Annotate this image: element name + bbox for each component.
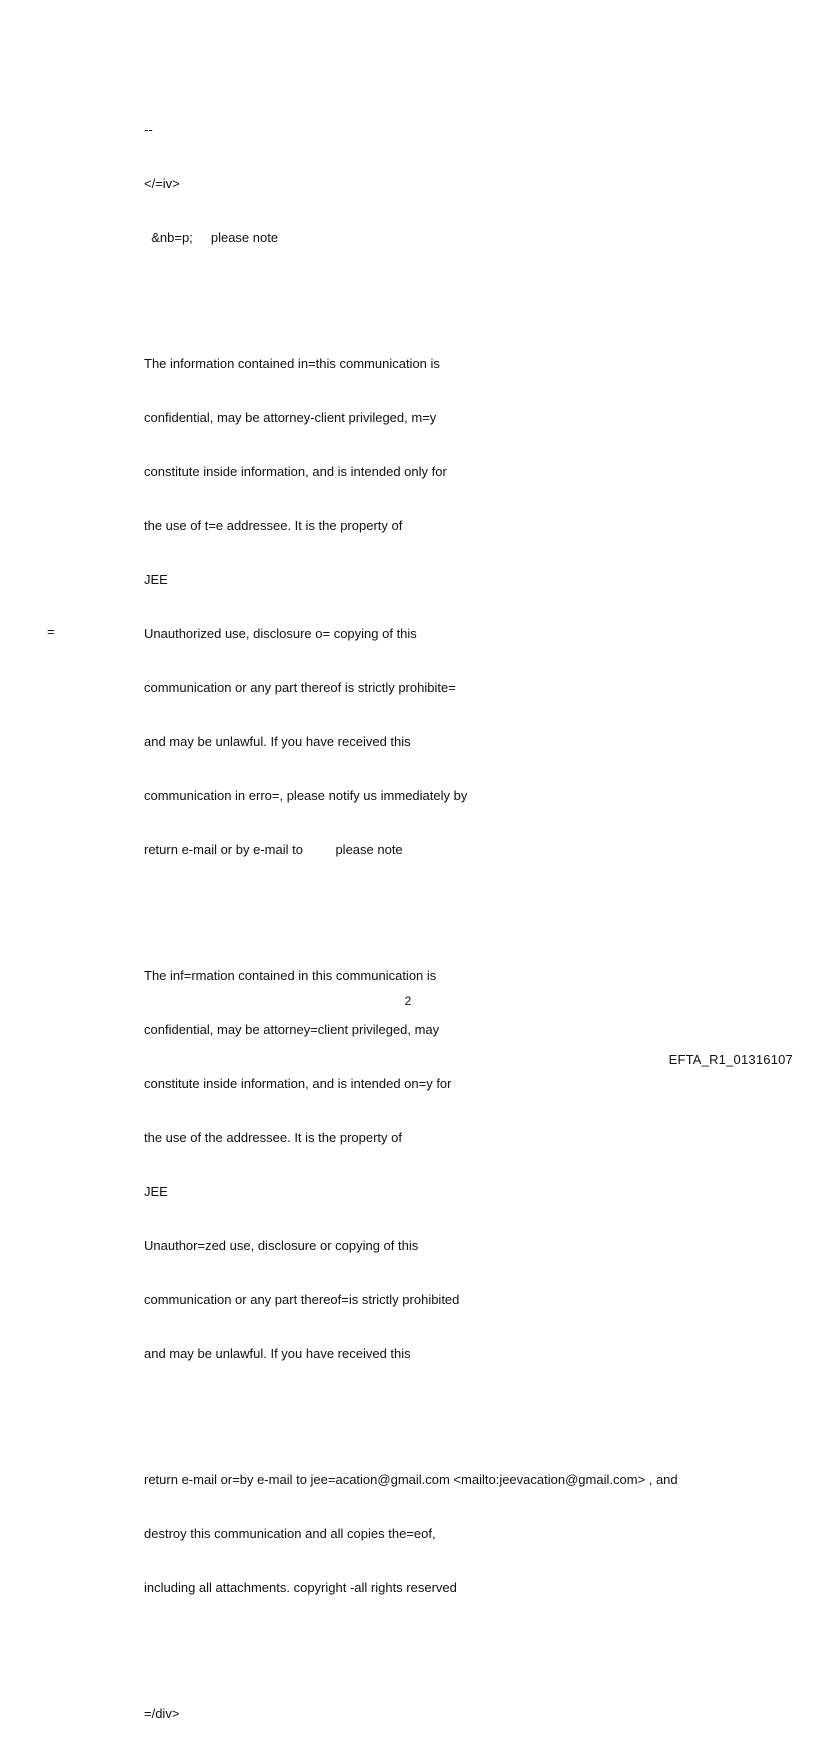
page-number: 2: [404, 994, 412, 1008]
stray-equals-char: =: [47, 624, 55, 639]
email-body: [144, 85, 744, 1741]
text-line: the use of the addressee. It is the property of: [144, 1130, 402, 1145]
text-line: The information contained in=this communication is: [144, 356, 440, 371]
text-line: constitute inside information, and is intended on=y for: [144, 1076, 452, 1091]
spacer: [144, 895, 744, 913]
spacer: [144, 283, 744, 301]
text-line: confidential, may be attorney-client privileged, m=y: [144, 410, 437, 425]
text-line: return e-mail or by e-mail to please note: [144, 842, 403, 857]
text-line: constitute inside information, and is intended only for: [144, 464, 447, 479]
text-line: return e-mail or=by e-mail to jee=acation@gmail.com <mailto:jeevacation@gmail.com> , and: [144, 1472, 678, 1487]
text-line: Unauthor=zed use, disclosure or copying of this: [144, 1238, 419, 1253]
text-line: &nb=p; please note: [144, 230, 279, 245]
text-line: communication or any part thereof is strictly prohibite=: [144, 680, 456, 695]
text-line: JEE: [144, 572, 168, 587]
closing-tag: =/div>: [144, 1706, 180, 1721]
text-line: Unauthorized use, disclosure o= copying of this: [144, 626, 417, 641]
text-line: including all attachments. copyright -all rights reserved: [144, 1580, 457, 1595]
text-line: communication in erro=, please notify us immediately by: [144, 788, 468, 803]
text-line: destroy this communication and all copies the=eof,: [144, 1526, 436, 1541]
text-line: the use of t=e addressee. It is the property of: [144, 518, 403, 533]
text-line: and may be unlawful. If you have received this: [144, 1346, 411, 1361]
spacer: [144, 1399, 744, 1417]
bates-number: EFTA_R1_01316107: [668, 1052, 793, 1067]
text-line: The inf=rmation contained in this communication is: [144, 968, 437, 983]
spacer: [144, 1633, 744, 1651]
text-line: confidential, may be attorney=client privileged, may: [144, 1022, 440, 1037]
text-line: communication or any part thereof=is strictly prohibited: [144, 1292, 460, 1307]
text-line: --: [144, 122, 153, 137]
text-line: JEE: [144, 1184, 168, 1199]
text-line: and may be unlawful. If you have received this: [144, 734, 411, 749]
text-line: </=iv>: [144, 176, 180, 191]
